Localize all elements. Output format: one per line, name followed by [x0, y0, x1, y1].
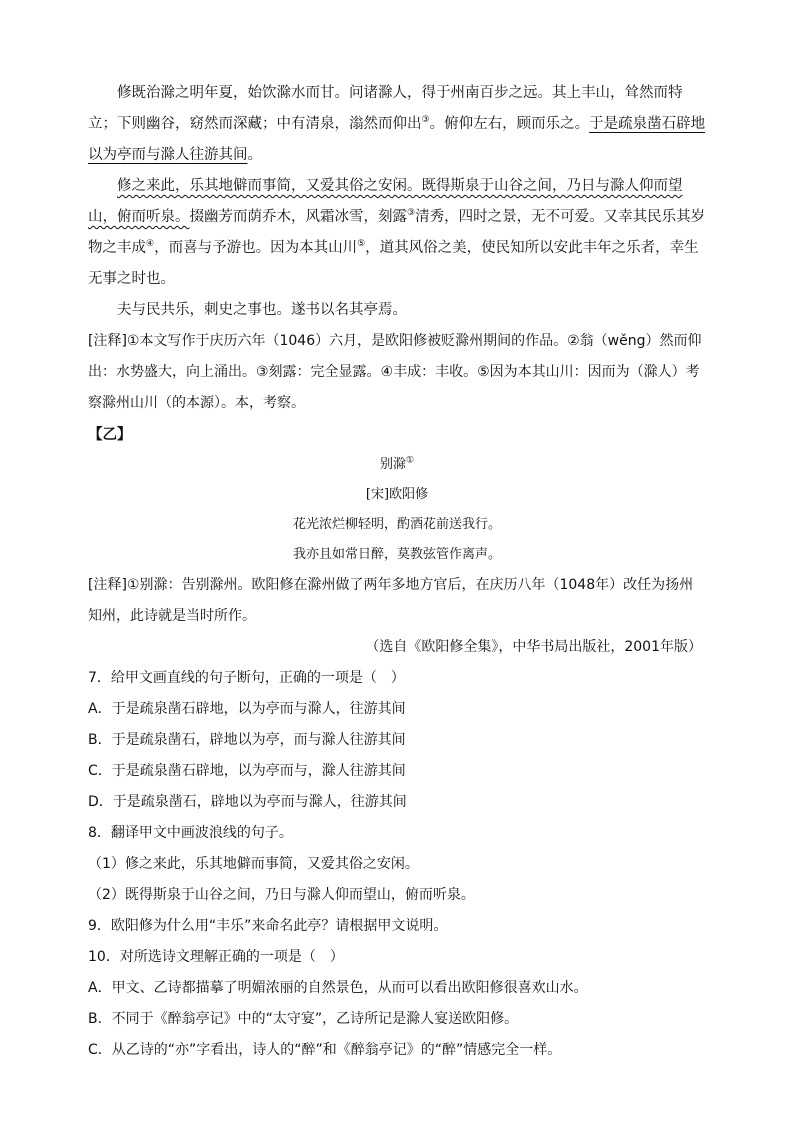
section-yi-tag: 【乙】 — [88, 426, 132, 443]
straight-underlined-sentence: 于是疏泉凿石辟地以为亭而与滁人往游其间 — [88, 116, 706, 163]
question-8-item-1: （1）修之来此，乐其地僻而事简，又爱其俗之安闲。 — [88, 856, 419, 872]
question-7-option-c: C．于是疏泉凿石辟地，以为亭而与，滁人往游其间 — [88, 763, 406, 779]
question-10: 10．对所选诗文理解正确的一项是（ ） — [88, 949, 344, 965]
question-8-item-2: （2）既得斯泉于山谷之间，乃日与滁人仰而望山，俯而听泉。 — [88, 887, 475, 903]
question-7: 7．给甲文画直线的句子断句，正确的一项是（ ） — [88, 670, 405, 686]
wavy-underlined-sentence: 修之来此，乐其地僻而事简，又爱其俗之安闲。既得斯泉于山谷之间，乃日与滁人仰而望山，俯而听泉。 — [88, 178, 683, 225]
question-10-option-b: B．不同于《醉翁亭记》中的“太守宴”，乙诗所记是滁人宴送欧阳修。 — [88, 1011, 519, 1027]
question-8: 8．翻译甲文中画波浪线的句子。 — [88, 825, 293, 841]
footnote-marker: ⑤ — [357, 239, 366, 250]
poem-notes: [注释]①别滁：告别滁州。欧阳修在滁州做了两年多地方官后，在庆历八年（1048年）改任为扬州知州，此诗就是当时所作。 — [88, 577, 694, 624]
question-10-option-c: C．从乙诗的“亦”字看出，诗人的“醉”和《醉翁亭记》的“醉”情感完全一样。 — [88, 1042, 562, 1058]
footnote-marker: ① — [405, 455, 415, 466]
question-7-option-d: D．于是疏泉凿石，辟地以为亭而与滁人，往游其间 — [88, 794, 407, 810]
poem-title: 别滁① — [379, 455, 415, 472]
question-7-option-a: A．于是疏泉凿石辟地，以为亭而与滁人，往游其间 — [88, 701, 406, 717]
footnote-marker: ③ — [421, 115, 430, 126]
footnote-marker: ④ — [146, 239, 155, 250]
question-9: 9．欧阳修为什么用“丰乐”来命名此亭？请根据甲文说明。 — [88, 918, 448, 934]
poem-line-2: 我亦且如常日醉，莫教弦管作离声。 — [292, 547, 501, 562]
poem-source: （选自《欧阳修全集》，中华书局出版社，2001年版） — [365, 639, 702, 655]
footnote-marker: ③ — [407, 208, 416, 219]
passage-jia-paragraph-2: 修之来此，乐其地僻而事简，又爱其俗之安闲。既得斯泉于山谷之间，乃日与滁人仰而望山，俯而听泉。掇幽芳而荫乔木，风霜冰雪，刻露③清秀，四时之景，无不可爱。又幸其民乐其岁物之丰成④，而喜与予游也。因为本其山川⑤，道其风俗之美，使民知所以安此丰年之乐者，幸生无事之时也。 — [88, 178, 706, 287]
passage-jia-notes: [注释]①本文写作于庆历六年（1046）六月，是欧阳修被贬滁州期间的作品。②翁（wěng）然而仰出：水势盛大，向上涌出。③刻露：完全显露。④丰成：丰收。⑤因为本其山川：因而为（滁人）考察滁州山川（的本源）。本，考察。 — [88, 333, 702, 411]
question-10-option-a: A．甲文、乙诗都描摹了明媚浓丽的自然景色，从而可以看出欧阳修很喜欢山水。 — [88, 980, 588, 996]
passage-jia-paragraph-3: 夫与民共乐，刺史之事也。遂书以名其亭焉。 — [117, 302, 407, 318]
question-7-option-b: B．于是疏泉凿石，辟地以为亭，而与滁人往游其间 — [88, 732, 406, 748]
poem-author: [宋]欧阳修 — [365, 487, 429, 502]
poem-line-1: 花光浓烂柳轻明，酌酒花前送我行。 — [292, 517, 501, 532]
passage-jia-paragraph-1: 修既治滁之明年夏，始饮滁水而甘。问诸滁人，得于州南百步之远。其上丰山，耸然而特立；下则幽谷，窈然而深藏；中有清泉，滃然而仰出③。俯仰左右，顾而乐之。于是疏泉凿石辟地以为亭而与滁人往游其间。 — [88, 85, 706, 163]
